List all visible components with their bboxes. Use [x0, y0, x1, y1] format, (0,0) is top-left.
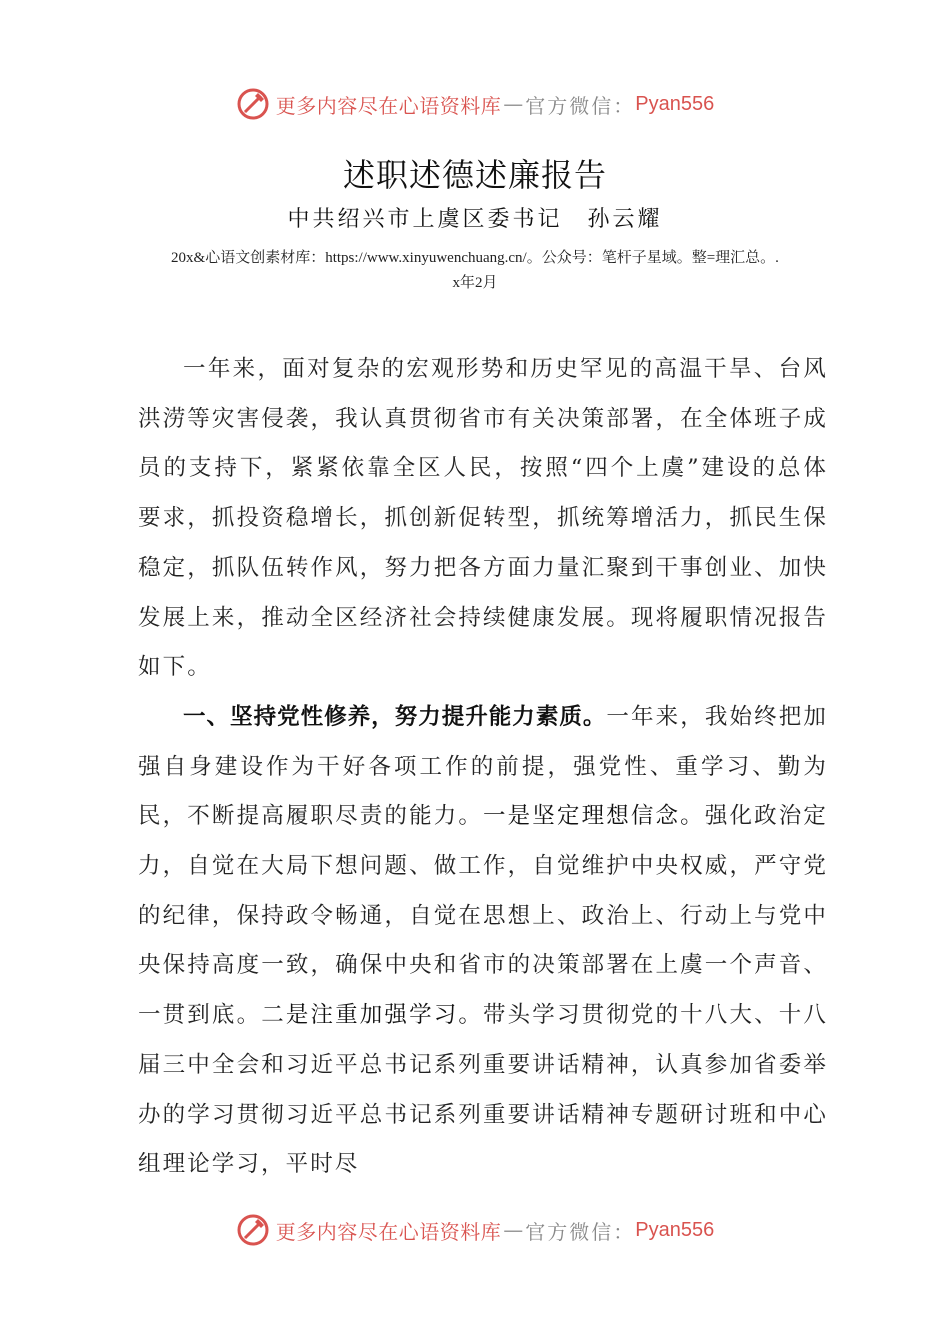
- section-1-subpoint-2: 二是注重加强学习。: [261, 1002, 484, 1029]
- document-title: 述职述德述廉报告: [342, 156, 607, 194]
- banner-dash: —: [503, 1218, 524, 1242]
- document-body: [138, 345, 828, 1190]
- banner-dash: —: [503, 92, 524, 116]
- banner-wechat-label: 官方微信：: [525, 1219, 636, 1244]
- banner-wechat-id: Pyan556: [635, 92, 715, 115]
- banner-wechat-id: Pyan556: [635, 1218, 715, 1241]
- section-1-text-b: 强化政治定力，自觉在大局下想问题、做工作，自觉维护中央权威，严守党的纪律，保持政令畅通，自觉在思想上、政治上、行动上与党中央保持高度一致，确保中央和省市的决策部署在上虞一个声音、一贯到底。: [138, 803, 828, 1029]
- header-banner: [0, 84, 950, 124]
- document-meta-line-2: x年2月: [452, 275, 498, 291]
- pen-logo-icon: [236, 1213, 270, 1247]
- banner-wechat-label: 官方微信：: [525, 93, 636, 118]
- section-1-subpoint-1: 一是坚定理想信念。: [483, 803, 705, 830]
- banner-slogan: 更多内容尽在心语资料库: [275, 93, 502, 118]
- paragraph-section-1: [138, 693, 828, 1190]
- section-heading-1: 一、坚持党性修养，努力提升能力素质。: [183, 703, 607, 730]
- document-author: 中共绍兴市上虞区委书记 孙云耀: [287, 207, 663, 232]
- section-1-text-a: 一年来，我始终把加强自身建设作为干好各项工作的前提，强党性、重学习、勤为民，不断提高履职尽责的能力。: [138, 703, 828, 830]
- footer-banner: [0, 1210, 950, 1250]
- document-meta-line-1: 20x&心语文创素材库：https://www.xinyuwenchuang.cn/。公众号：笔杆子星域。整=理汇总。.: [171, 250, 779, 266]
- banner-slogan: 更多内容尽在心语资料库: [275, 1219, 502, 1244]
- paragraph-intro: 一年来，面对复杂的宏观形势和历史罕见的高温干旱、台风洪涝等灾害侵袭，我认真贯彻省市有关决策部署，在全体班子成员的支持下，紧紧依靠全区人民，按照“四个上虞”建设的总体要求，抓投资稳增长，抓创新促转型，抓统筹增活力，抓民生保稳定，抓队伍转作风，努力把各方面力量汇聚到干事创业、加快发展上来，推动全区经济社会持续健康发展。现将履职情况报告如下。: [138, 356, 828, 681]
- section-1-text-c: 带头学习贯彻党的十八大、十八届三中全会和习近平总书记系列重要讲话精神，认真参加省委举办的学习贯彻习近平总书记系列重要讲话精神专题研讨班和中心组理论学习，平时尽: [138, 1002, 828, 1178]
- pen-logo-icon: [236, 87, 270, 121]
